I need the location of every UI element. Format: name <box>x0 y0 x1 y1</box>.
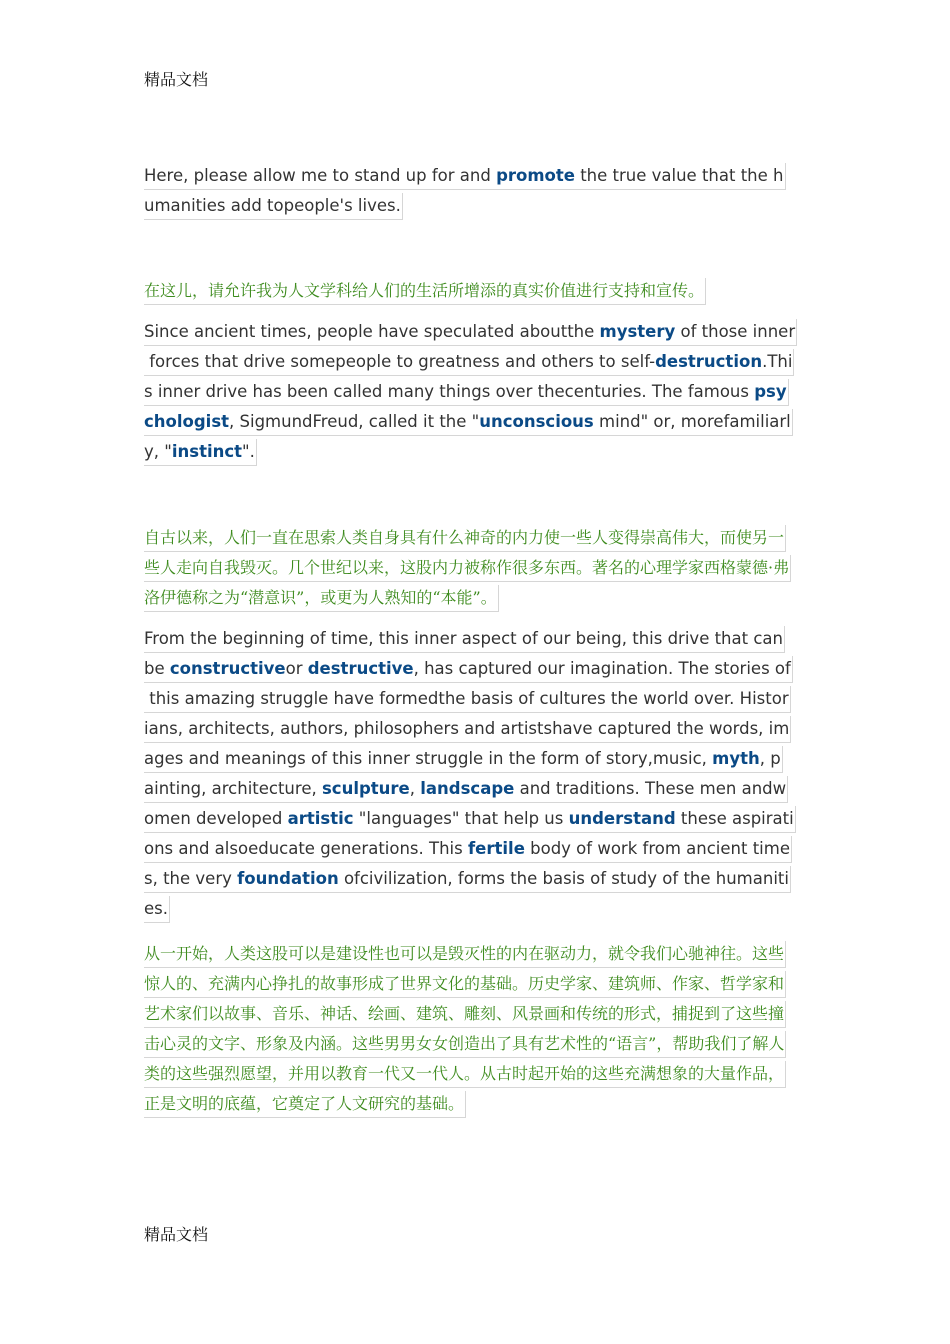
english-paragraph-3 <box>144 624 796 924</box>
text-line <box>144 684 796 714</box>
highlighted-keyword: destruction <box>655 352 763 371</box>
highlighted-keyword: fertile <box>467 839 525 858</box>
text-segment: 艺术家们以故事、音乐、神话、绘画、建筑、雕刻、风景画和传统的形式，捕捉到了这些撞 <box>144 1004 785 1023</box>
text-line <box>144 583 791 613</box>
text-line <box>144 939 786 969</box>
text-segment: y, " <box>144 442 172 461</box>
text-line <box>144 654 796 684</box>
text-segment: 击心灵的文字、形象及内涵。这些男男女女创造出了具有艺术性的“语言”，帮助我们了解人 <box>144 1034 785 1053</box>
highlighted-keyword: landscape <box>420 779 515 798</box>
text-line <box>144 894 796 924</box>
text-segment: 类的这些强烈愿望，并用以教育一代又一代人。从古时起开始的这些充满想象的大量作品， <box>144 1064 785 1083</box>
text-segment: ". <box>242 442 255 461</box>
highlighted-keyword: destructive <box>307 659 414 678</box>
text-line-content <box>144 866 791 893</box>
text-line-content <box>144 746 783 773</box>
text-segment: 惊人的、充满内心挣扎的故事形成了世界文化的基础。历史学家、建筑师、作家、哲学家和 <box>144 974 785 993</box>
highlighted-keyword: understand <box>568 809 676 828</box>
text-segment: , <box>409 779 421 798</box>
highlighted-keyword: mystery <box>599 322 676 341</box>
text-line-content <box>144 716 791 743</box>
text-segment: 在这儿，请允许我为人文学科给人们的生活所增添的真实价值进行支持和宣传。 <box>144 281 705 300</box>
text-segment: 正是文明的底蕴，它奠定了人文研究的基础。 <box>144 1094 465 1113</box>
text-line-content <box>144 1001 786 1028</box>
text-line <box>144 804 796 834</box>
text-line-content <box>144 349 794 376</box>
text-line-content <box>144 836 792 863</box>
text-line <box>144 553 791 583</box>
text-segment: ons and alsoeducate generations. This <box>144 839 468 858</box>
text-line <box>144 969 786 999</box>
text-segment: , SigmundFreud, called it the " <box>229 412 480 431</box>
text-line-content <box>144 776 788 803</box>
text-line <box>144 834 796 864</box>
text-line-content <box>144 1091 466 1118</box>
text-line-content <box>144 278 706 305</box>
text-line-content <box>144 971 786 998</box>
text-line-content <box>144 193 403 220</box>
text-segment: ians, architects, authors, philosophers and artistshave captured the words, im <box>144 719 790 738</box>
text-segment: or <box>285 659 308 678</box>
text-segment: the true value that the h <box>574 166 784 185</box>
text-segment: umanities add topeople's lives. <box>144 196 401 215</box>
text-line <box>144 161 786 191</box>
text-segment: Since ancient times, people have speculated aboutthe <box>144 322 600 341</box>
text-line <box>144 864 796 894</box>
text-line <box>144 624 796 654</box>
text-segment: and traditions. These men andw <box>514 779 787 798</box>
text-segment: 洛伊德称之为“潜意识”，或更为人熟知的“本能”。 <box>144 588 497 607</box>
highlighted-keyword: promote <box>496 166 575 185</box>
highlighted-keyword: psy <box>754 382 787 401</box>
text-line <box>144 437 797 467</box>
page-footer-label: 精品文档 <box>144 1225 209 1244</box>
page-header-label: 精品文档 <box>144 70 209 89</box>
text-segment: "languages" that help us <box>353 809 569 828</box>
text-segment: these aspirati <box>675 809 794 828</box>
text-line <box>144 191 786 221</box>
highlighted-keyword: chologist <box>144 412 230 431</box>
text-line <box>144 276 706 306</box>
text-line-content <box>144 656 793 683</box>
text-line <box>144 523 791 553</box>
text-segment: ages and meanings of this inner struggle in the form of story,music, <box>144 749 713 768</box>
text-line <box>144 1029 786 1059</box>
text-segment: ofcivilization, forms the basis of study of the humaniti <box>338 869 789 888</box>
text-line-content <box>144 806 796 833</box>
text-line <box>144 714 796 744</box>
text-segment: this amazing struggle have formedthe basis of cultures the world over. Histor <box>144 689 789 708</box>
highlighted-keyword: instinct <box>171 442 243 461</box>
chinese-paragraph-3 <box>144 939 786 1119</box>
chinese-paragraph-2 <box>144 523 791 613</box>
text-line-content <box>144 163 786 190</box>
text-segment: es. <box>144 899 168 918</box>
text-line-content <box>144 439 257 466</box>
text-line <box>144 1089 786 1119</box>
text-segment: Here, please allow me to stand up for and <box>144 166 497 185</box>
text-segment: From the beginning of time, this inner aspect of our being, this drive that can <box>144 629 783 648</box>
text-segment: body of work from ancient time <box>524 839 790 858</box>
text-line-content <box>144 1031 786 1058</box>
highlighted-keyword: sculpture <box>321 779 410 798</box>
highlighted-keyword: foundation <box>237 869 339 888</box>
highlighted-keyword: artistic <box>287 809 354 828</box>
text-segment: .Thi <box>762 352 793 371</box>
text-segment: ainting, architecture, <box>144 779 322 798</box>
text-line-content <box>144 941 786 968</box>
text-line-content <box>144 319 797 346</box>
text-line <box>144 407 797 437</box>
text-line <box>144 744 796 774</box>
text-segment: s inner drive has been called many things over thecenturies. The famous <box>144 382 755 401</box>
highlighted-keyword: myth <box>712 749 760 768</box>
text-segment: 些人走向自我毁灭。几个世纪以来，这股内力被称作很多东西。著名的心理学家西格蒙德·弗 <box>144 558 790 577</box>
text-line <box>144 377 797 407</box>
text-line-content <box>144 896 170 923</box>
english-paragraph-1 <box>144 161 786 221</box>
text-segment: forces that drive somepeople to greatness and others to self- <box>144 352 656 371</box>
text-line <box>144 1059 786 1089</box>
text-segment: be <box>144 659 170 678</box>
text-segment: s, the very <box>144 869 238 888</box>
text-line-content <box>144 409 793 436</box>
text-line-content <box>144 1061 786 1088</box>
text-line-content <box>144 555 791 582</box>
text-line <box>144 774 796 804</box>
text-line <box>144 317 797 347</box>
text-line-content <box>144 585 499 612</box>
text-line-content <box>144 525 786 552</box>
text-segment: of those inner <box>675 322 796 341</box>
highlighted-keyword: unconscious <box>479 412 594 431</box>
text-segment: omen developed <box>144 809 288 828</box>
text-segment: 从一开始，人类这股可以是建设性也可以是毁灭性的内在驱动力，就令我们心驰神往。这些 <box>144 944 785 963</box>
highlighted-keyword: constructive <box>169 659 286 678</box>
text-segment: 自古以来，人们一直在思索人类自身具有什么神奇的内力使一些人变得崇高伟大，而使另一 <box>144 528 785 547</box>
text-segment: , p <box>759 749 781 768</box>
text-line-content <box>144 379 789 406</box>
text-line <box>144 347 797 377</box>
english-paragraph-2 <box>144 317 797 467</box>
text-line-content <box>144 686 791 713</box>
text-segment: , has captured our imagination. The stories of <box>413 659 791 678</box>
text-segment: mind" or, morefamiliarl <box>593 412 791 431</box>
chinese-paragraph-1 <box>144 276 706 306</box>
text-line <box>144 999 786 1029</box>
text-line-content <box>144 626 785 653</box>
